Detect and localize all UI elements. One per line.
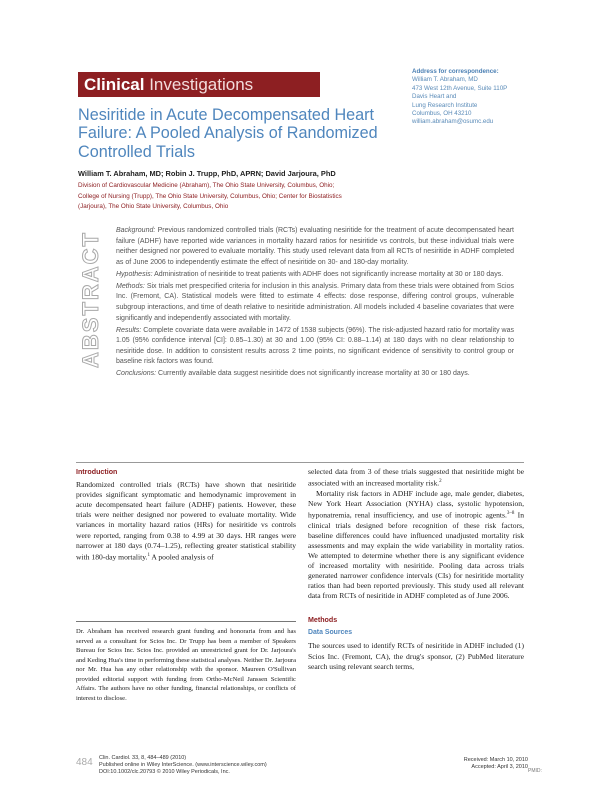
methods-heading: Methods [308, 616, 338, 625]
author-list: William T. Abraham, MD; Robin J. Trupp, PhD, APRN; David Jarjoura, PhD [78, 169, 336, 178]
body-paragraph: selected data from 3 of these trials suggested that nesiritide might be associated with an increased mortality risk.$^2$ [308, 467, 524, 488]
affiliation-line: Division of Cardiovascular Medicine (Abraham), The Ohio State University, Columbus, Ohio; [78, 182, 335, 189]
data-sources-heading: Data Sources [308, 629, 353, 637]
abstract-body [116, 226, 514, 381]
page-number: 484 [76, 757, 93, 768]
correspondence-address [412, 68, 562, 127]
body-column-left [76, 467, 296, 562]
section-divider [76, 462, 524, 463]
section-banner [78, 72, 320, 97]
abstract-results: Results: Complete covariate data were available in 1472 of 1538 subjects (96%). The risk-adjusted hazard ratio for mortality was 1.05 (95% confidence interval [CI]: 0.85–1.30) at 30 and 1.00 (95% CI: 0.88–1.14) at 180 days with no clear relationship to nesiritide dose. In addition to consistent results across 2 time points, no significant evidence of sensitivity to control group or baseline risk factors was found. [116, 326, 514, 366]
address-line: Columbus, OH 43210 [412, 110, 472, 118]
footnote-divider [76, 621, 296, 622]
abstract-hypothesis-head: Hypothesis: [116, 270, 153, 278]
abstract-methods-head: Methods: [116, 282, 145, 290]
affiliation-line: (Jarjoura), The Ohio State University, Columbus, Ohio [78, 203, 229, 211]
body-paragraph: The sources used to identify RCTs of nesiritide in ADHF included (1) Scios Inc. (Fremont, CA), the drug's sponsor, (2) PubMed literature search using relevant search terms, [308, 641, 524, 671]
address-line: Lung Research Institute [412, 101, 478, 109]
article-title: Nesiritide in Acute Decompensated Heart Failure: A Pooled Analysis of Randomized Controlled Trials [78, 106, 378, 161]
accepted-date: Accepted: April 3, 2010 [471, 764, 528, 771]
abstract-results-head: Results: [116, 326, 142, 334]
address-line: Davis Heart and [412, 93, 457, 101]
affiliations [78, 181, 408, 213]
banner-light: Investigations [149, 75, 254, 94]
abstract-label [70, 222, 110, 370]
abstract-background: Background: Previous randomized controlled trials (RCTs) evaluating nesiritide for the treatment of acute decompensated heart failure (ADHF) have reported wide variances in mortality hazard ratios for nesiritide vs controls, but these individual trials were neither designed nor powered to evaluate mortality. This study used relevant data from all RCTs of nesiritide in ADHF completed as of June 2006 to independently estimate the effect of nesiritide on 30- and 180-day mortality. [116, 227, 514, 266]
abstract-methods: Methods: Six trials met prespecified criteria for inclusion in this analysis. Primary data from these trials were obtained from Scios Inc. (Fremont, CA). Statistical models were fitted to estimate 4 effects: dose response, differing control groups, vulnerable subgroup interactions, and time of death relative to nesiritide administration. All models included 4 baseline covariates that were significantly and independently associated with mortality. [116, 282, 514, 322]
body-paragraph: Mortality risk factors in ADHF include age, male gender, diabetes, New York Heart Association (NYHA) class, systolic hypotension, hyponatremia, renal insufficiency, and use of inotropic agents.$^{3-8}$ In clinical trials designed before recognition of these risk factors, baseline differences could have influenced unadjusted mortality risk assessments and may explain the wide variability in mortality ratios. We attempted to determine whether there is any significant evidence of increased mortality with nesiritide. Pooling data across trials generated narrower confidence intervals (CIs) for nesiritide mortality ratios than had been reported previously. This study used all relevant data from RCTs of nesiritide in ADHF completed as of June 2006. [308, 488, 524, 601]
address-email[interactable]: william.abraham@osumc.edu [412, 118, 494, 126]
footer-citation: Clin. Cardiol. 33, 8, 484–489 (2010) Published online in Wiley InterScience. (www.interscience.wiley.com) DOI:10.1002/clc.20793 © 2010 Wiley Periodicals, Inc. [99, 755, 267, 776]
received-date: Received: March 10, 2010 [463, 757, 528, 763]
introduction-paragraph: Randomized controlled trials (RCTs) have shown that nesiritide provides significant symptomatic and hemodynamic improvement in acute decompensated heart failure (ADHF) patients. However, these trials were neither designed nor powered to evaluate mortality. Wide variances in mortality hazard ratios (HRs) for nesiritide vs controls were reported, ranging from 0.38 to 4.99 at 30 days. HR ranges were narrower at 180 days (0.74–1.25), reflecting greater statistical stability with 180-day mortality.$^1$ A pooled analysis of [76, 480, 296, 562]
abstract-background-head: Background: [116, 227, 156, 234]
abstract-hypothesis: Hypothesis: Administration of nesiritide to treat patients with ADHF does not significantly increase mortality at 30 or 180 days. [116, 270, 504, 278]
abstract-conclusions-head: Conclusions: [116, 370, 157, 378]
affiliation-line: College of Nursing (Trupp), The Ohio State University, Columbus, Ohio; Center for Biostatistics [78, 192, 342, 200]
abstract-label-text: ABSTRACT [78, 231, 103, 368]
address-line: 473 West 12th Avenue, Suite 110P [412, 84, 508, 92]
address-heading: Address for correspondence: [412, 68, 499, 75]
pmid-label: PMID: [528, 768, 542, 774]
footer-dates [448, 757, 528, 772]
abstract-conclusions: Conclusions: Currently available data suggest nesiritide does not significantly increase mortality at 30 or 180 days. [116, 370, 470, 378]
address-line: William T. Abraham, MD [412, 76, 478, 84]
introduction-heading: Introduction [76, 468, 118, 476]
banner-bold: Clinical [84, 75, 145, 94]
body-column-right [308, 467, 524, 672]
disclosure-footnote: Dr. Abraham has received research grant funding and honoraria from and has served as a consultant for Scios Inc. Dr Trupp has been a member of Speakers Bureau for Scios Inc. Scios Inc. provided an unrestricted grant for Dr. Jarjoura's and Keding Hua's time in performing these statistical analyses. Neither Dr. Jarjoura nor Mr. Hua has any other relationship with the sponsor. Maureen O'Sullivan provided editorial support with funding from Ortho-McNeil Janssen Scientific Affairs. The authors have no other funding, financial relationships, or conflicts of interest to disclose. [76, 628, 297, 702]
